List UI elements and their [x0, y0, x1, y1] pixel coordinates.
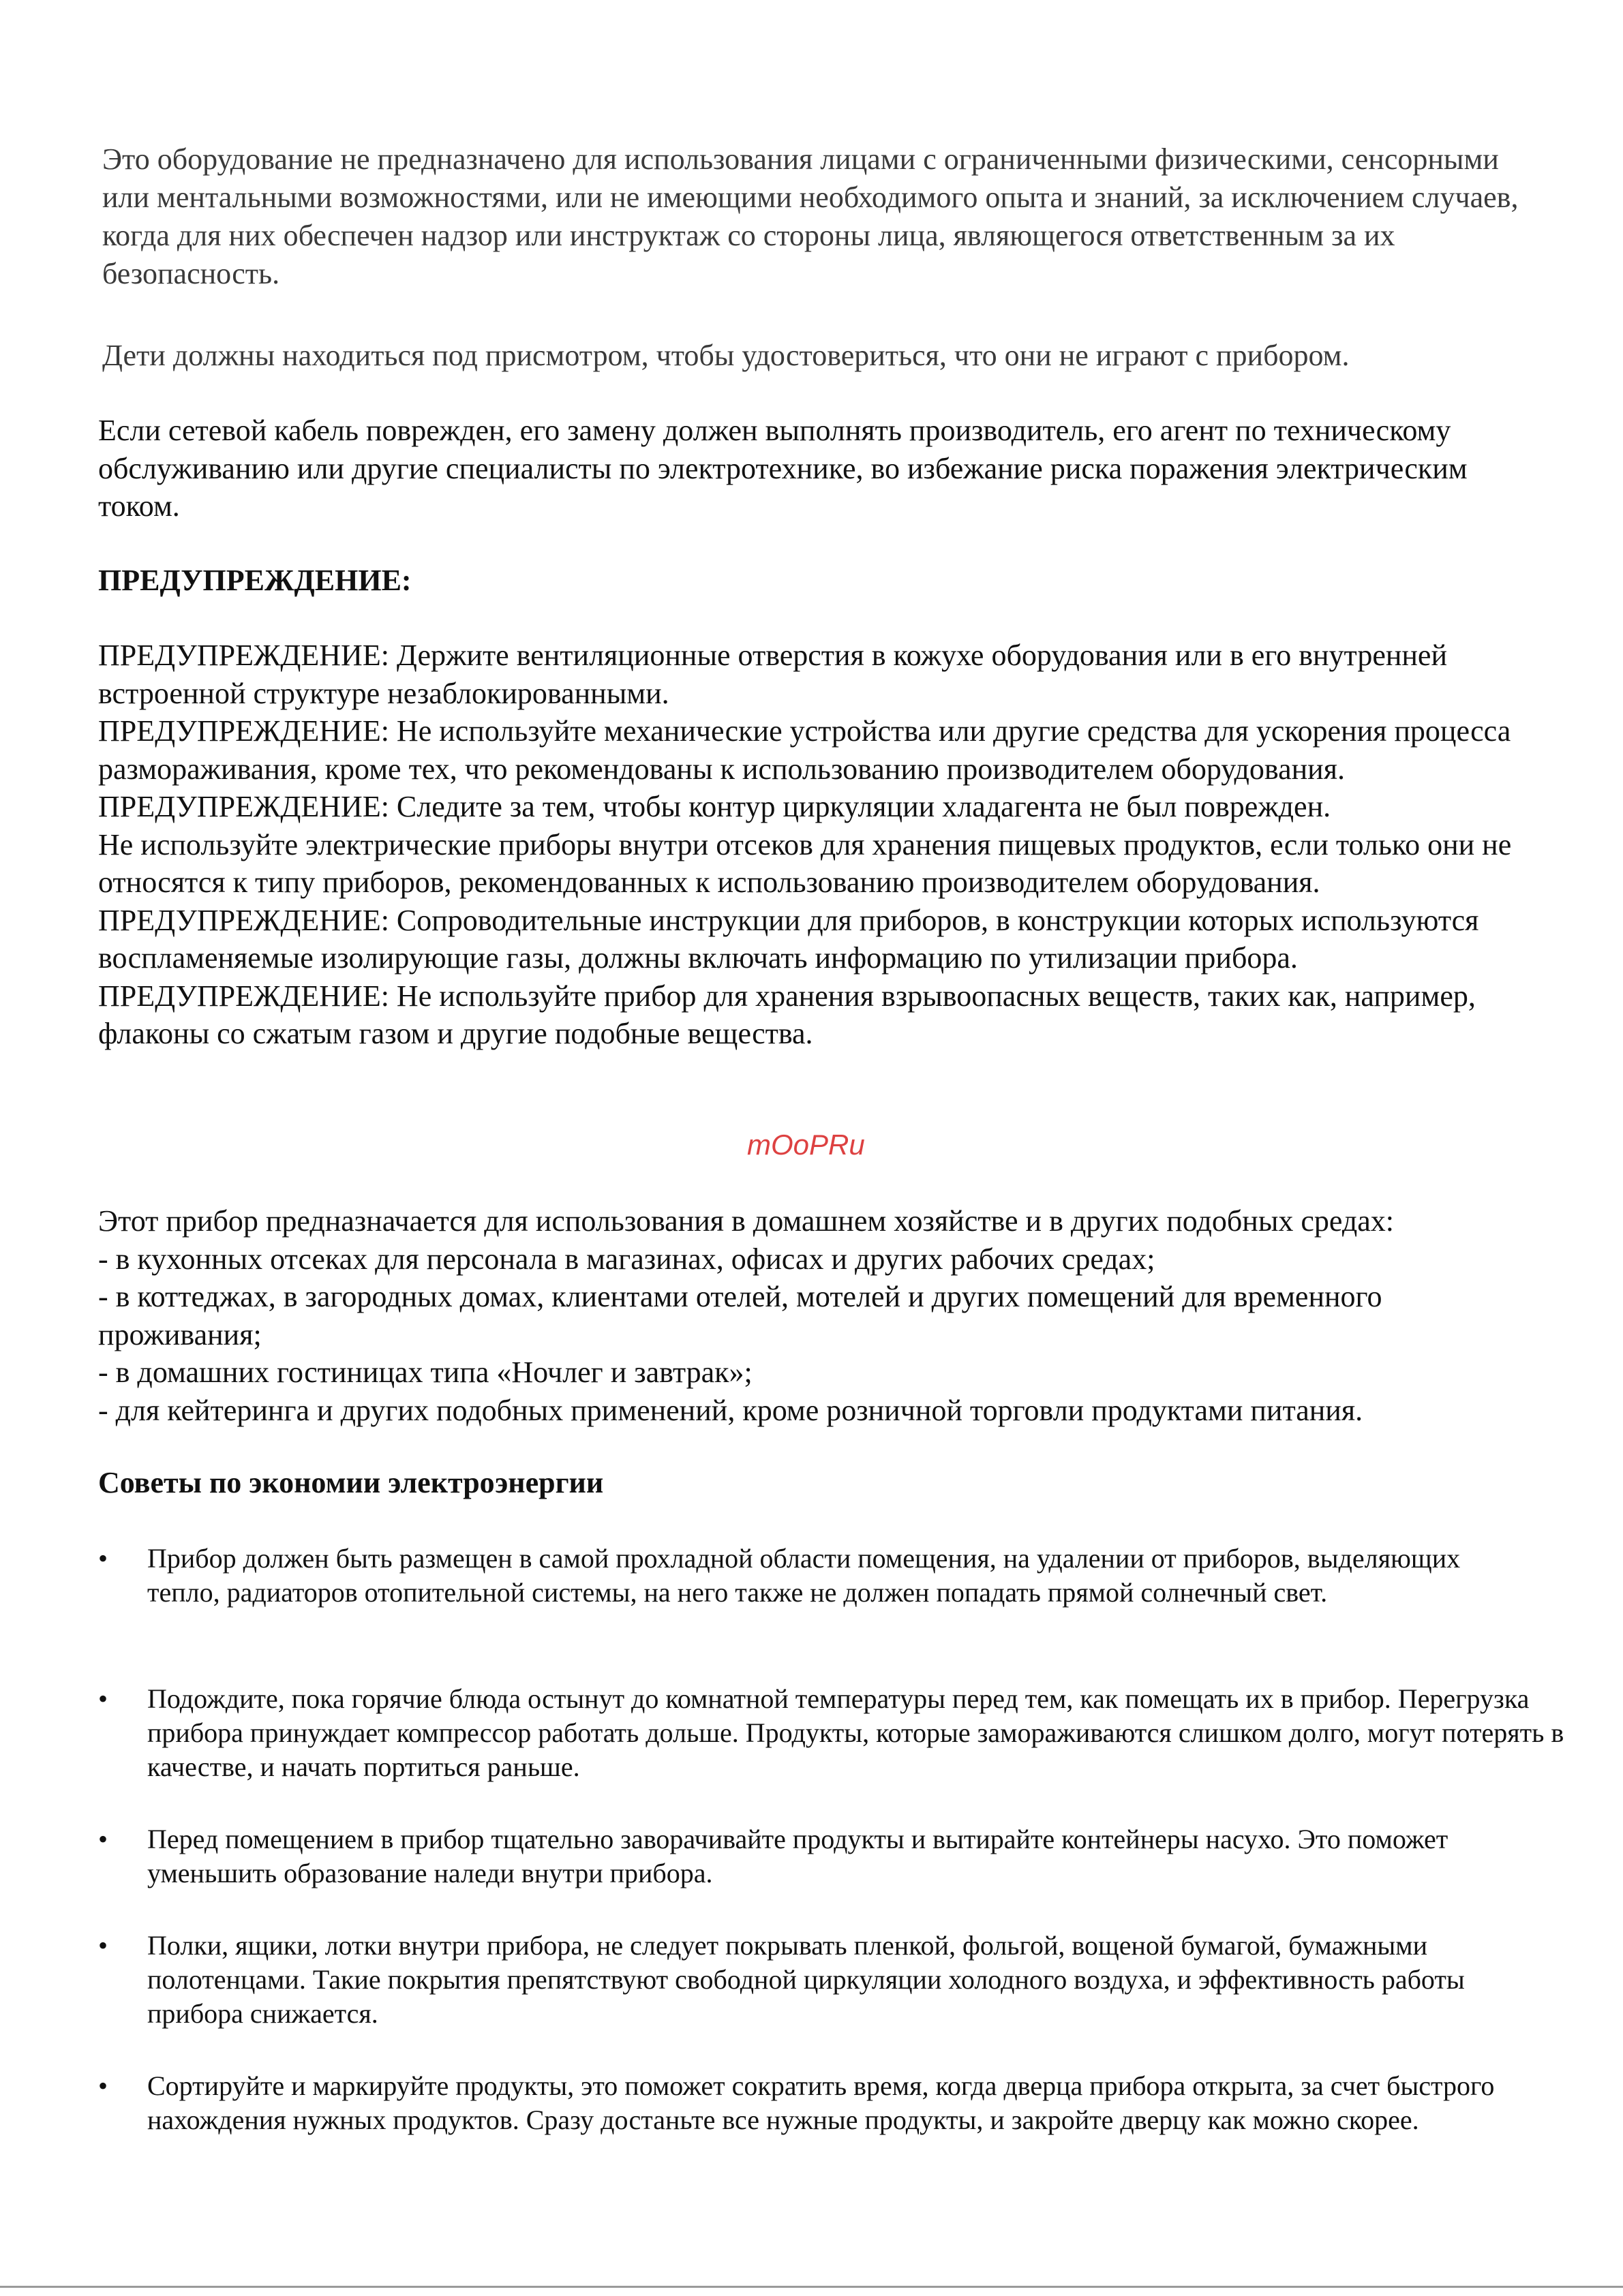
cable-paragraph: Если сетевой кабель поврежден, его замену должен выполнять производитель, его агент по техническому обслуживанию или другие специалисты по электротехнике, во избежание риска поражения электрическим током. — [98, 414, 1468, 523]
list-item — [98, 1822, 1538, 1891]
list-item — [98, 1929, 1538, 2031]
tips-heading: Советы по экономии электроэнергии — [98, 1466, 604, 1499]
bullet-icon: • — [98, 2070, 108, 2101]
bullet-icon: • — [98, 1683, 108, 1714]
warning-heading: ПРЕДУПРЕЖДЕНИЕ: — [98, 564, 412, 597]
tip-text: Прибор должен быть размещен в самой прохладной области помещения, на удалении от приборов, выделяющих тепло, радиаторов отопительной системы, на него также не должен попадать прямой солнечный свет. — [147, 1543, 1461, 1608]
warning-defrost: ПРЕДУПРЕЖДЕНИЕ: Не используйте механические устройства или другие средства для ускорения процесса размораживания, кроме тех, что рекомендованы к использованию производителем оборудования. — [98, 714, 1511, 786]
warning-electrical: Не используйте электрические приборы внутри отсеков для хранения пищевых продуктов, если только они не относятся к типу приборов, рекомендованных к использованию производителем оборудования. — [98, 827, 1512, 899]
usage-intro: Этот прибор предназначается для использования в домашнем хозяйстве и в других подобных средах: — [98, 1204, 1395, 1238]
watermark-stamp: mOoPRu — [747, 1129, 865, 1161]
children-paragraph: Дети должны находиться под присмотром, чтобы удостовериться, что они не играют с прибором. — [102, 339, 1350, 372]
bullet-icon: • — [98, 1824, 108, 1854]
warning-refrigerant: ПРЕДУПРЕЖДЕНИЕ: Следите за тем, чтобы контур циркуляции хладагента не был поврежден. — [98, 790, 1331, 823]
page-bottom-divider — [0, 2286, 1623, 2288]
usage-item: - в кухонных отсеках для персонала в магазинах, офисах и других рабочих средах; — [98, 1242, 1155, 1276]
usage-item: - в коттеджах, в загородных домах, клиентами отелей, мотелей и других помещений для временного проживания; — [98, 1280, 1382, 1351]
list-item — [98, 2069, 1572, 2137]
usage-item: - в домашних гостиницах типа «Ночлег и завтрак»; — [98, 1356, 753, 1389]
list-item — [98, 1682, 1606, 1784]
warnings-block — [98, 637, 1523, 1053]
tip-text: Перед помещением в прибор тщательно заворачивайте продукты и вытирайте контейнеры насухо. Это поможет уменьшить образование наледи внутри прибора. — [147, 1824, 1448, 1888]
intro-paragraph: Это оборудование не предназначено для использования лицами с ограниченными физическими, сенсорными или ментальными возможностями, или не имеющими необходимого опыта и знаний, за исключением случаев, когда для них обеспечен надзор или инструктаж со стороны лица, являющегося ответственным за их безопасность. — [102, 142, 1519, 290]
tip-text: Сортируйте и маркируйте продукты, это поможет сократить время, когда дверца прибора открыта, за счет быстрого нахождения нужных продуктов. Сразу достаньте все нужные продукты, и закройте дверцу как можно скорее. — [147, 2070, 1495, 2135]
bullet-icon: • — [98, 1543, 108, 1574]
bullet-icon: • — [98, 1930, 108, 1961]
tip-text: Подождите, пока горячие блюда остынут до комнатной температуры перед тем, как помещать их в прибор. Перегрузка прибора принуждает компрессор работать дольше. Продукты, которые замораживаются слишком долго, могут потерять в качестве, и начать портиться раньше. — [147, 1683, 1564, 1782]
usage-item: - для кейтеринга и других подобных применений, кроме розничной торговли продуктами питания. — [98, 1393, 1363, 1427]
warning-vents: ПРЕДУПРЕЖДЕНИЕ: Держите вентиляционные отверстия в кожухе оборудования или в его внутренней встроенной структуре незаблокированными. — [98, 639, 1448, 710]
warning-explosive: ПРЕДУПРЕЖДЕНИЕ: Не используйте прибор для хранения взрывоопасных веществ, таких как, например, флаконы со сжатым газом и другие подобные вещества. — [98, 979, 1476, 1050]
tip-text: Полки, ящики, лотки внутри прибора, не следует покрывать пленкой, фольгой, вощеной бумагой, бумажными полотенцами. Такие покрытия препятствуют свободной циркуляции холодного воздуха, и эффективность работы прибора снижается. — [147, 1930, 1465, 2029]
warning-flammable: ПРЕДУПРЕЖДЕНИЕ: Сопроводительные инструкции для приборов, в конструкции которых используются воспламеняемые изолирующие газы, должны включать информацию по утилизации прибора. — [98, 903, 1479, 975]
usage-block — [98, 1202, 1550, 1429]
list-item — [98, 1542, 1538, 1610]
